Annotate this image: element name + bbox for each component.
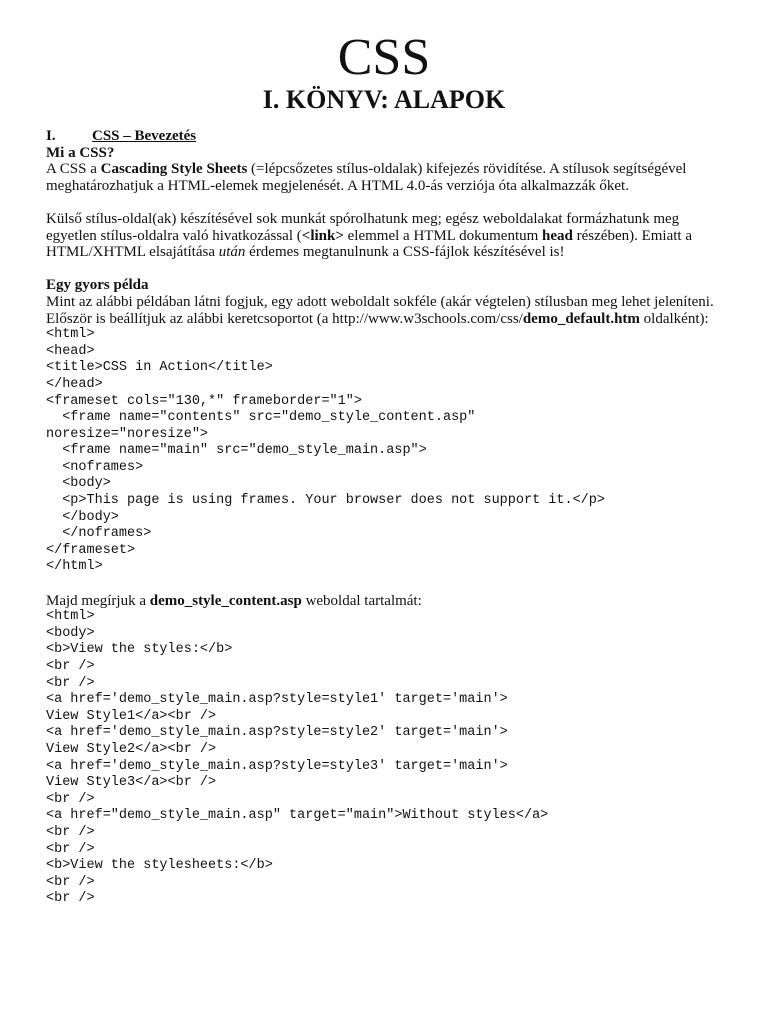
- code-line: <br />: [46, 659, 95, 674]
- section-heading: [46, 128, 726, 145]
- code-line: <title>CSS in Action</title>: [46, 360, 273, 376]
- code-line: <br />: [46, 675, 95, 691]
- term-bold: demo_style_content.asp: [149, 592, 302, 609]
- code-line: noresize="noresize">: [46, 426, 209, 442]
- spacer: [46, 576, 726, 593]
- code-line: View Style1</a><br />: [46, 708, 217, 724]
- code-line: <a href="demo_style_main.asp" target="main">Without styles</a>: [46, 808, 549, 824]
- text-run: érdemes megtanulnunk a CSS-fájlok készítésével is!: [245, 244, 565, 261]
- example-paragraph-3: [46, 593, 726, 610]
- code-line: <br />: [46, 874, 95, 890]
- text-run: A CSS a: [46, 161, 101, 178]
- document-body: [46, 128, 726, 908]
- intro-heading: Mi a CSS?: [46, 144, 115, 161]
- code-block-content-page: [46, 609, 726, 908]
- example-heading: Egy gyors példa: [46, 277, 149, 294]
- spacer: [46, 261, 726, 278]
- code-line: <frameset cols="130,*" frameborder="1">: [46, 393, 362, 409]
- code-line: <a href='demo_style_main.asp?style=style3' target='main'>: [46, 758, 508, 774]
- code-line: </head>: [46, 376, 103, 392]
- term-italic: után: [218, 244, 246, 261]
- section-number: I.: [46, 128, 56, 144]
- spacer: [46, 194, 726, 211]
- intro-paragraph-1: [46, 161, 726, 194]
- text-run: oldalként):: [639, 310, 709, 327]
- document-title: CSS: [337, 29, 431, 86]
- code-line: <frame name="contents" src="demo_style_content.asp": [46, 410, 476, 426]
- code-line: <html>: [46, 609, 95, 625]
- document-subtitle: I. KÖNYV: ALAPOK: [262, 85, 506, 114]
- code-line: <body>: [46, 625, 95, 641]
- term-bold: head: [542, 227, 573, 244]
- code-line: <noframes>: [46, 459, 144, 475]
- code-line: <br />: [46, 891, 95, 907]
- text-run: weboldal tartalmát:: [301, 592, 422, 609]
- code-line: <b>View the styles:</b>: [46, 642, 233, 658]
- text-run: elemmel a HTML dokumentum: [343, 227, 543, 244]
- intro-paragraph-2: [46, 211, 726, 261]
- text-run: részében). Emiatt a HTML/XHTML elsajátítása: [46, 227, 692, 261]
- code-block-frameset: [46, 327, 726, 576]
- section-title: CSS – Bevezetés: [92, 128, 197, 144]
- code-line: </frameset>: [46, 542, 136, 558]
- code-line: View Style2</a><br />: [46, 741, 217, 757]
- text-run: (=lépcsőzetes stílus-oldalak) kifejezés rövidítése. A stílusok segítségével meghatározhatjuk a HTML-elemek megjelenését. A HTML 4.0-ás verziója óta alkalmazzák őket.: [46, 161, 687, 194]
- code-line: </noframes>: [46, 526, 152, 542]
- code-line: <br />: [46, 791, 95, 807]
- code-line: <br />: [46, 824, 95, 840]
- term-bold: <link>: [301, 227, 344, 244]
- code-line: <b>View the stylesheets:</b>: [46, 858, 273, 874]
- code-line: <br />: [46, 841, 95, 857]
- text-run: Külső stílus-oldal(ak) készítésével sok munkát spórolhatunk meg; egész weboldalakat formázhatunk meg egyetlen stílus-oldalra való hivatkozással (: [46, 210, 680, 244]
- code-line: <body>: [46, 476, 111, 492]
- example-paragraph-2: [46, 311, 726, 328]
- code-line: </body>: [46, 509, 119, 525]
- code-line: <frame name="main" src="demo_style_main.asp">: [46, 443, 427, 459]
- text-run: Majd megírjuk a: [46, 592, 150, 609]
- code-line: </html>: [46, 559, 103, 575]
- code-line: View Style3</a><br />: [46, 775, 217, 791]
- text-run: Először is beállítjuk az alábbi keretcsoportot (a http://www.w3schools.com/css/: [46, 310, 523, 327]
- term-bold: demo_default.htm: [522, 310, 640, 327]
- code-line: <head>: [46, 343, 95, 359]
- term-bold: Cascading Style Sheets: [100, 161, 248, 178]
- code-line: <a href='demo_style_main.asp?style=style1' target='main'>: [46, 692, 508, 708]
- example-paragraph-1: Mint az alábbi példában látni fogjuk, egy adott weboldalt sokféle (akár végtelen) stílusban meg lehet jeleníteni.: [46, 293, 714, 310]
- code-line: <html>: [46, 327, 95, 343]
- code-line: <p>This page is using frames. Your browser does not support it.</p>: [46, 493, 605, 509]
- code-line: <a href='demo_style_main.asp?style=style2' target='main'>: [46, 725, 508, 741]
